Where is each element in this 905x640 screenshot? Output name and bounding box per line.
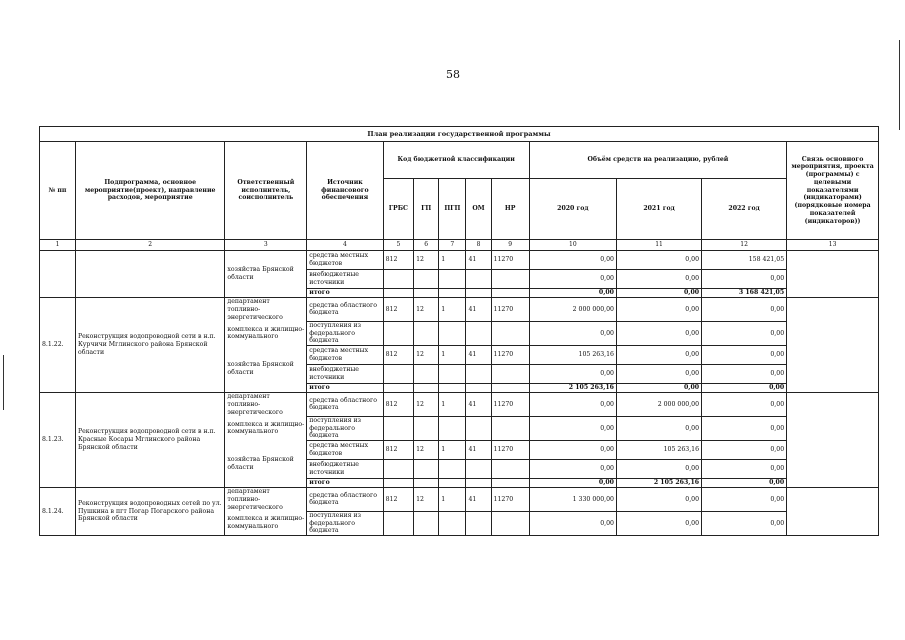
cell-num — [40, 251, 76, 298]
cell-gp — [414, 321, 439, 345]
cell-om: 41 — [466, 298, 491, 322]
cell-2022: 0,00 — [702, 365, 787, 384]
cell-num: 8.1.23. — [40, 393, 76, 488]
cell-2020: 1 330 000,00 — [529, 488, 616, 512]
cell-source: средства областного бюджета — [307, 393, 383, 417]
cell-om — [466, 416, 491, 440]
cell-pgp — [439, 321, 466, 345]
cell-grbs — [383, 270, 414, 289]
cell-nr: 11270 — [491, 393, 529, 417]
cell-gp: 12 — [414, 488, 439, 512]
cell-om — [466, 289, 491, 298]
header-link: Связь основного мероприятия, проекта (программы) с целевыми показателями (индикаторами) (порядковые номера показателей (индикаторов)) — [787, 142, 879, 240]
column-number: 1 — [40, 240, 76, 251]
header-executor: Ответственный исполнитель, соисполнитель — [225, 142, 307, 240]
cell-om — [466, 384, 491, 393]
cell-pgp: 1 — [439, 441, 466, 460]
cell-grbs — [383, 365, 414, 384]
cell-grbs: 812 — [383, 488, 414, 512]
cell-source: средства областного бюджета — [307, 488, 383, 512]
column-number: 12 — [702, 240, 787, 251]
cell-name: Реконструкция водопроводных сетей по ул. Пушкина в пгт Погар Погарского района Брянской области — [75, 488, 224, 536]
cell-link — [787, 393, 879, 488]
header-pgp: ПГП — [439, 179, 466, 240]
cell-2020: 0,00 — [529, 393, 616, 417]
cell-2020: 0,00 — [529, 321, 616, 345]
cell-pgp: 1 — [439, 298, 466, 322]
cell-nr — [491, 365, 529, 384]
cell-2021: 0,00 — [616, 416, 701, 440]
cell-om — [466, 365, 491, 384]
cell-name — [75, 251, 224, 298]
cell-2020: 0,00 — [529, 289, 616, 298]
cell-num: 8.1.22. — [40, 298, 76, 393]
cell-grbs: 812 — [383, 298, 414, 322]
cell-link — [787, 251, 879, 298]
table-row — [40, 251, 879, 270]
cell-link — [787, 298, 879, 393]
cell-2020: 0,00 — [529, 270, 616, 289]
column-number: 3 — [225, 240, 307, 251]
cell-grbs: 812 — [383, 346, 414, 365]
cell-executor: хозяйства Брянской области — [225, 251, 307, 298]
cell-om — [466, 479, 491, 488]
cell-2022: 0,00 — [702, 460, 787, 479]
cell-2021: 0,00 — [616, 365, 701, 384]
cell-nr: 11270 — [491, 441, 529, 460]
cell-2021: 0,00 — [616, 321, 701, 345]
cell-name: Реконструкция водопроводной сети в н.п. Курчичи Мглинского района Брянской области — [75, 298, 224, 393]
cell-source: поступления из федерального бюджета — [307, 416, 383, 440]
header-amount: Объём средств на реализацию, рублей — [529, 142, 786, 179]
cell-gp — [414, 416, 439, 440]
cell-source: внебюджетные источники — [307, 270, 383, 289]
cell-executor: комплекса и жилищно-коммунального — [225, 321, 307, 345]
cell-2021: 0,00 — [616, 298, 701, 322]
column-number: 6 — [414, 240, 439, 251]
cell-nr: 11270 — [491, 251, 529, 270]
cell-om — [466, 270, 491, 289]
cell-pgp: 1 — [439, 488, 466, 512]
column-number: 7 — [439, 240, 466, 251]
header-gp: ГП — [414, 179, 439, 240]
cell-2020: 0,00 — [529, 251, 616, 270]
cell-gp — [414, 511, 439, 535]
cell-2022: 0,00 — [702, 511, 787, 535]
cell-grbs: 812 — [383, 393, 414, 417]
cell-executor: хозяйства Брянской области — [225, 346, 307, 393]
cell-2021: 0,00 — [616, 251, 701, 270]
cell-2022: 0,00 — [702, 298, 787, 322]
table-title: План реализации государственной программы — [40, 127, 879, 142]
cell-pgp — [439, 289, 466, 298]
cell-executor: департамент топливно-энергетического — [225, 488, 307, 512]
header-om: ОМ — [466, 179, 491, 240]
cell-nr — [491, 270, 529, 289]
column-number: 8 — [466, 240, 491, 251]
cell-gp: 12 — [414, 393, 439, 417]
cell-2022: 0,00 — [702, 270, 787, 289]
cell-num: 8.1.24. — [40, 488, 76, 536]
cell-source: поступления из федерального бюджета — [307, 321, 383, 345]
cell-grbs — [383, 479, 414, 488]
column-number: 4 — [307, 240, 383, 251]
header-name: Подпрограмма, основное мероприятие(проект), направление расходов, мероприятие — [75, 142, 224, 240]
cell-2020: 0,00 — [529, 441, 616, 460]
table-row — [40, 298, 879, 322]
cell-2020: 0,00 — [529, 416, 616, 440]
plan-table — [39, 126, 879, 536]
cell-2022: 0,00 — [702, 346, 787, 365]
table-row — [40, 393, 879, 417]
cell-source: итого — [307, 479, 383, 488]
cell-om — [466, 511, 491, 535]
cell-pgp — [439, 270, 466, 289]
cell-2022: 3 168 421,05 — [702, 289, 787, 298]
cell-executor: департамент топливно-энергетического — [225, 393, 307, 417]
cell-pgp: 1 — [439, 393, 466, 417]
cell-gp — [414, 460, 439, 479]
cell-2020: 0,00 — [529, 365, 616, 384]
cell-2020: 0,00 — [529, 460, 616, 479]
cell-2021: 0,00 — [616, 270, 701, 289]
cell-link — [787, 488, 879, 536]
cell-source: средства местных бюджетов — [307, 441, 383, 460]
cell-grbs: 812 — [383, 251, 414, 270]
header-2021: 2021 год — [616, 179, 701, 240]
cell-grbs — [383, 289, 414, 298]
cell-grbs: 812 — [383, 441, 414, 460]
cell-nr — [491, 479, 529, 488]
cell-source: итого — [307, 384, 383, 393]
cell-2020: 2 000 000,00 — [529, 298, 616, 322]
cell-2022: 0,00 — [702, 441, 787, 460]
cell-nr — [491, 384, 529, 393]
cell-grbs — [383, 384, 414, 393]
cell-2021: 0,00 — [616, 488, 701, 512]
header-2022: 2022 год — [702, 179, 787, 240]
cell-executor: комплекса и жилищно-коммунального — [225, 416, 307, 440]
cell-pgp — [439, 365, 466, 384]
cell-nr — [491, 289, 529, 298]
cell-pgp: 1 — [439, 251, 466, 270]
column-number: 13 — [787, 240, 879, 251]
cell-om: 41 — [466, 393, 491, 417]
cell-om — [466, 460, 491, 479]
cell-2021: 0,00 — [616, 511, 701, 535]
cell-executor: комплекса и жилищно-коммунального — [225, 511, 307, 535]
header-2020: 2020 год — [529, 179, 616, 240]
cell-source: средства областного бюджета — [307, 298, 383, 322]
cell-pgp — [439, 460, 466, 479]
page-number: 58 — [446, 68, 460, 81]
cell-grbs — [383, 460, 414, 479]
cell-source: внебюджетные источники — [307, 460, 383, 479]
cell-nr: 11270 — [491, 298, 529, 322]
header-num: № пп — [40, 142, 76, 240]
cell-gp — [414, 289, 439, 298]
cell-pgp — [439, 416, 466, 440]
cell-grbs — [383, 416, 414, 440]
cell-nr: 11270 — [491, 346, 529, 365]
header-grbs: ГРБС — [383, 179, 414, 240]
cell-om: 41 — [466, 251, 491, 270]
cell-2022: 0,00 — [702, 321, 787, 345]
cell-nr — [491, 416, 529, 440]
cell-2020: 0,00 — [529, 511, 616, 535]
cell-om — [466, 321, 491, 345]
cell-om: 41 — [466, 441, 491, 460]
cell-pgp: 1 — [439, 346, 466, 365]
cell-gp — [414, 270, 439, 289]
cell-gp — [414, 479, 439, 488]
cell-2022: 0,00 — [702, 416, 787, 440]
cell-om: 41 — [466, 346, 491, 365]
column-number: 11 — [616, 240, 701, 251]
cell-2020: 105 263,16 — [529, 346, 616, 365]
table-title-row — [40, 127, 879, 142]
cell-gp: 12 — [414, 441, 439, 460]
cell-gp: 12 — [414, 346, 439, 365]
cell-grbs — [383, 321, 414, 345]
cell-source: внебюджетные источники — [307, 365, 383, 384]
cell-nr — [491, 460, 529, 479]
column-number: 10 — [529, 240, 616, 251]
cell-executor: департамент топливно-энергетического — [225, 298, 307, 322]
cell-nr: 11270 — [491, 488, 529, 512]
cell-executor: хозяйства Брянской области — [225, 441, 307, 488]
cell-2021: 2 105 263,16 — [616, 479, 701, 488]
cell-pgp — [439, 384, 466, 393]
cell-pgp — [439, 511, 466, 535]
cell-gp — [414, 384, 439, 393]
header-source: Источник финансового обеспечения — [307, 142, 383, 240]
cell-2020: 2 105 263,16 — [529, 384, 616, 393]
header-nr: НР — [491, 179, 529, 240]
cell-grbs — [383, 511, 414, 535]
column-number: 9 — [491, 240, 529, 251]
cell-2021: 0,00 — [616, 460, 701, 479]
cell-2020: 0,00 — [529, 479, 616, 488]
cell-pgp — [439, 479, 466, 488]
header-budget-code: Код бюджетной классификации — [383, 142, 529, 179]
cell-2021: 0,00 — [616, 384, 701, 393]
cell-source: средства местных бюджетов — [307, 251, 383, 270]
cell-2021: 0,00 — [616, 289, 701, 298]
table-row — [40, 488, 879, 512]
cell-2022: 158 421,05 — [702, 251, 787, 270]
column-number: 5 — [383, 240, 414, 251]
cell-source: средства местных бюджетов — [307, 346, 383, 365]
cell-2022: 0,00 — [702, 479, 787, 488]
cell-gp — [414, 365, 439, 384]
cell-2021: 2 000 000,00 — [616, 393, 701, 417]
cell-om: 41 — [466, 488, 491, 512]
margin-mark-left — [3, 355, 4, 410]
cell-nr — [491, 511, 529, 535]
cell-source: итого — [307, 289, 383, 298]
margin-mark-right — [899, 40, 900, 130]
cell-source: поступления из федерального бюджета — [307, 511, 383, 535]
column-number: 2 — [75, 240, 224, 251]
cell-2022: 0,00 — [702, 488, 787, 512]
cell-nr — [491, 321, 529, 345]
cell-name: Реконструкция водопроводной сети в н.п. Красные Косары Мглинского района Брянской области — [75, 393, 224, 488]
cell-gp: 12 — [414, 251, 439, 270]
column-number-row — [40, 240, 879, 251]
cell-2022: 0,00 — [702, 384, 787, 393]
cell-2021: 105 263,16 — [616, 441, 701, 460]
cell-2021: 0,00 — [616, 346, 701, 365]
cell-gp: 12 — [414, 298, 439, 322]
cell-2022: 0,00 — [702, 393, 787, 417]
header-row — [40, 142, 879, 179]
